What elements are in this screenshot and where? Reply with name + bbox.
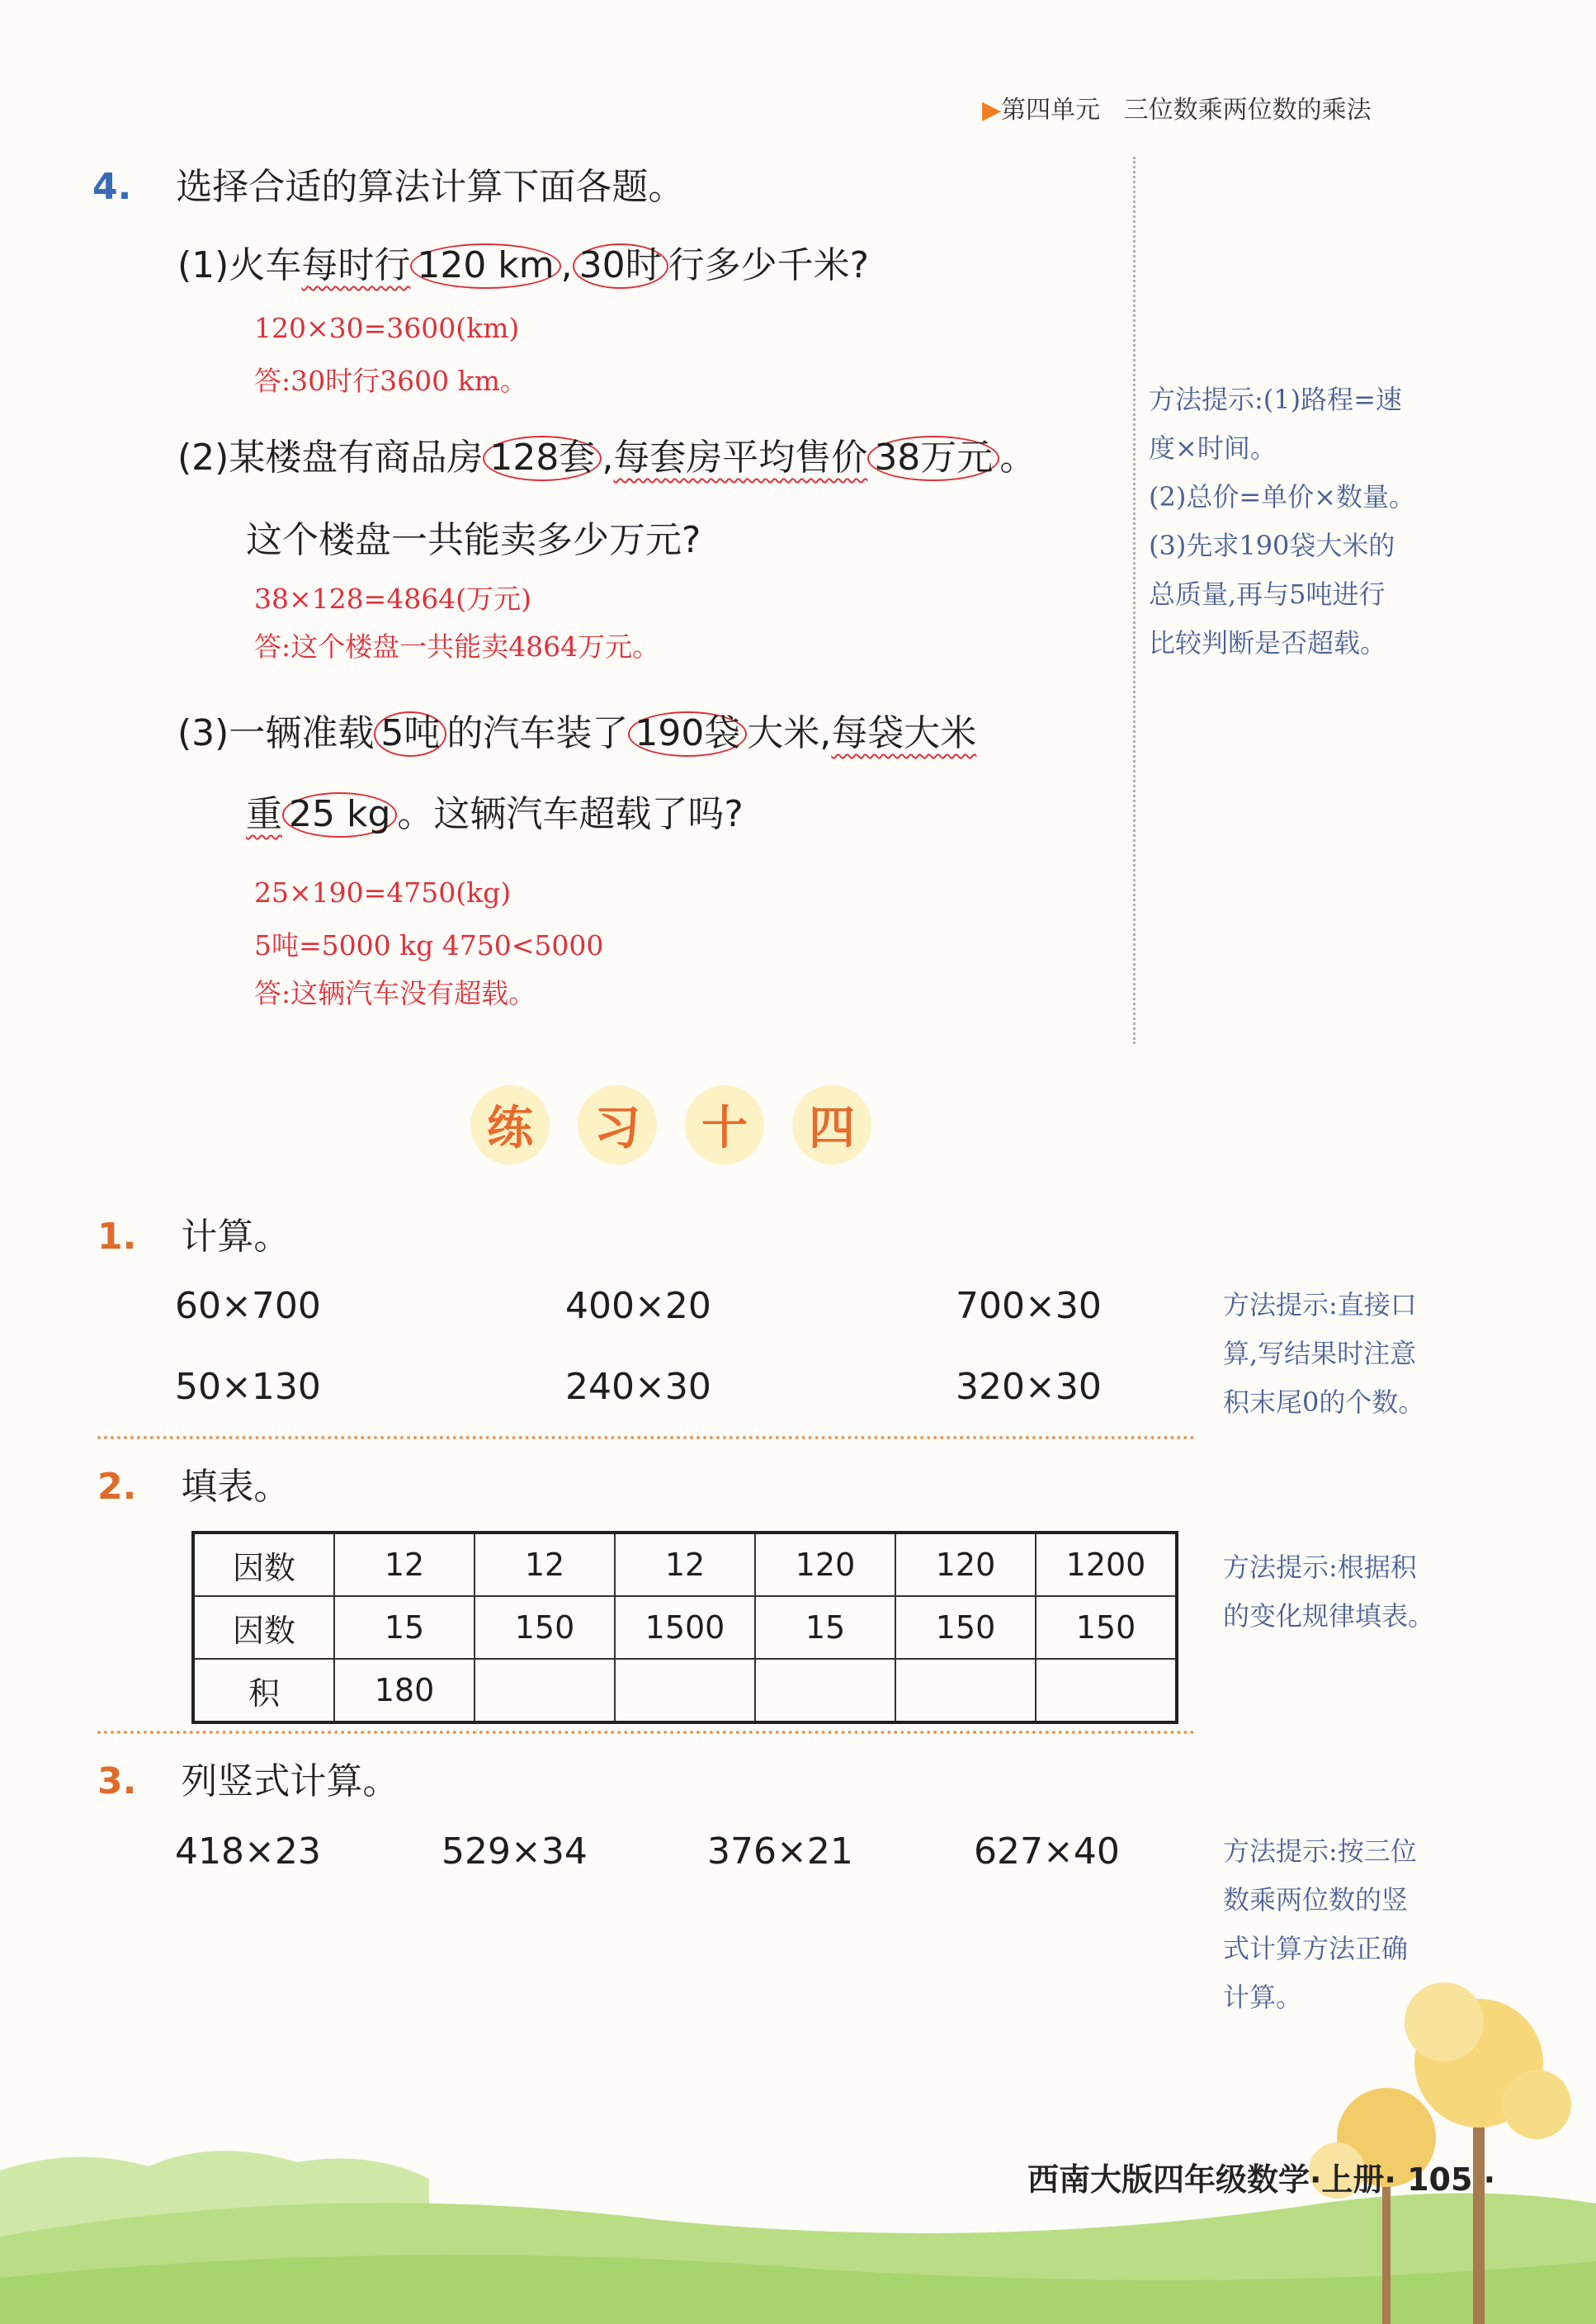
q4-part3-text2: 的汽车装了 (446, 712, 629, 754)
q4-title: 选择合适的算法计算下面各题。 (176, 166, 685, 208)
e2-title: 填表。 (181, 1466, 290, 1508)
e3-heading (97, 1751, 399, 1804)
tip-line: 方法提示:(1)路程=速 (1149, 384, 1402, 415)
e3-title: 列竖式计算。 (181, 1760, 399, 1802)
q4-part2-circled-price: 38万元 (867, 436, 999, 481)
q4-part1-comma: , (560, 244, 573, 286)
e1-title: 计算。 (181, 1216, 290, 1258)
q4-part1-question: 行多少千米? (668, 244, 869, 286)
e2-heading (97, 1457, 290, 1509)
title-char: 四 (792, 1085, 871, 1164)
tip-line: 积末尾0的个数。 (1223, 1386, 1425, 1418)
q4-part3-answer-line1: 25×190=4750(kg) (254, 876, 512, 909)
tip-line: 数乘两位数的竖 (1223, 1884, 1409, 1915)
e1-item: 700×30 (956, 1285, 1102, 1327)
table-cell-blank[interactable] (895, 1659, 1036, 1722)
table-row (193, 1533, 1177, 1596)
title-char: 练 (470, 1085, 550, 1164)
tip-line: 比较判断是否超载。 (1149, 627, 1387, 659)
q4-part3-keyword2: 重 (246, 793, 282, 835)
q4-number: 4. (92, 166, 132, 208)
q4-part3 (177, 703, 976, 757)
q4-part1-answer-line2: 答:30时行3600 km。 (254, 365, 527, 397)
title-char: 十 (685, 1085, 764, 1164)
title-char: 习 (578, 1085, 657, 1164)
e1-number: 1. (97, 1216, 137, 1258)
unit-topic: 三位数乘两位数的乘法 (1123, 96, 1372, 125)
table-cell: 120 (895, 1533, 1036, 1596)
tip-line: 总质量,再与5吨进行 (1149, 579, 1386, 610)
running-header (982, 89, 1372, 125)
e1-item: 240×30 (565, 1366, 711, 1408)
q4-part1-answer-line1: 120×30=3600(km) (254, 312, 520, 344)
tip-line: (2)总价=单价×数量。 (1149, 481, 1415, 513)
table-cell: 150 (475, 1596, 615, 1659)
tip-line: 方法提示:根据积 (1223, 1552, 1417, 1583)
table-cell: 12 (615, 1533, 755, 1596)
e1-heading (97, 1207, 290, 1259)
tip-line: 算,写结果时注意 (1223, 1338, 1417, 1369)
tip-line: 的变化规律填表。 (1223, 1600, 1435, 1632)
q4-part1-circled-time: 30时 (573, 243, 668, 289)
q4-part1-keyword: 每时行 (301, 244, 411, 286)
q4-part3-answer-line3: 答:这辆汽车没有超载。 (254, 977, 536, 1009)
table-cell: 150 (895, 1596, 1036, 1659)
table-cell: 15 (334, 1596, 475, 1659)
triangle-marker-icon: ▶ (982, 96, 1002, 125)
table-cell-blank[interactable] (475, 1659, 615, 1722)
q4-method-tip (1149, 376, 1495, 668)
row-header: 因数 (193, 1533, 334, 1596)
table-cell: 150 (1036, 1596, 1177, 1659)
q4-part2-question: 这个楼盘一共能卖多少万元? (246, 519, 701, 561)
row-header: 因数 (193, 1596, 334, 1659)
q4-part2-comma: , (602, 437, 614, 479)
tip-line: 方法提示:按三位 (1223, 1835, 1417, 1867)
footer-dot: · (1483, 2161, 1496, 2198)
q4-part1-label: (1) (177, 244, 229, 286)
q4-part2-keyword: 每套房平均售价 (613, 437, 868, 479)
q4-part2 (177, 427, 1036, 481)
e1-item: 50×130 (175, 1366, 321, 1408)
table-cell-blank[interactable] (615, 1659, 755, 1722)
e1-item: 400×20 (565, 1285, 711, 1327)
tip-line: 式计算方法正确 (1223, 1933, 1409, 1964)
book-title: 西南大版四年级数学·上册· (1027, 2161, 1396, 2198)
e1-method-tip (1223, 1281, 1495, 1427)
q4-part3-question: 。这辆汽车超载了吗? (397, 793, 744, 835)
e2-number: 2. (97, 1466, 137, 1508)
e3-item: 529×34 (441, 1830, 588, 1873)
e3-item: 418×23 (175, 1830, 321, 1873)
table-cell: 1200 (1036, 1533, 1177, 1596)
dotted-separator (97, 1436, 1195, 1439)
q4-part3-circled-bags: 190袋 (628, 711, 747, 757)
q4-part3-answer-line2: 5吨=5000 kg 4750<5000 (254, 929, 604, 961)
q4-part3-keyword: 每袋大米 (831, 712, 977, 754)
tip-line: 方法提示:直接口 (1223, 1289, 1417, 1320)
e3-item: 627×40 (974, 1830, 1120, 1873)
dotted-separator (97, 1731, 1195, 1734)
q4-heading (92, 157, 684, 210)
e2-factor-table (191, 1531, 1178, 1724)
table-row (193, 1659, 1177, 1722)
q4-part1-circled-speed: 120 km (410, 243, 560, 289)
e3-item: 376×21 (707, 1830, 853, 1873)
tip-line: 计算。 (1223, 1982, 1303, 2013)
e1-item: 60×700 (175, 1285, 321, 1327)
table-cell-blank[interactable] (1036, 1659, 1177, 1722)
table-cell: 12 (334, 1533, 475, 1596)
table-cell: 120 (755, 1533, 895, 1596)
q4-part2-text: 某楼盘有商品房 (229, 437, 484, 479)
e3-number: 3. (97, 1760, 137, 1802)
table-cell: 1500 (615, 1596, 755, 1659)
table-cell: 12 (475, 1533, 615, 1596)
q4-part2-label: (2) (177, 437, 229, 479)
q4-part2-answer-line2: 答:这个楼盘一共能卖4864万元。 (254, 631, 660, 663)
table-cell: 15 (755, 1596, 895, 1659)
q4-part3-circled-limit: 5吨 (374, 711, 446, 757)
q4-part2-answer-line1: 38×128=4864(万元) (254, 583, 532, 615)
table-cell: 180 (334, 1659, 475, 1722)
tree-illustration (1296, 1964, 1576, 2324)
q4-part1 (177, 235, 869, 289)
tip-line: 度×时间。 (1149, 432, 1277, 464)
q4-part1-text: 火车 (229, 244, 302, 286)
e1-item: 320×30 (956, 1366, 1102, 1408)
page-number: 105 (1407, 2161, 1473, 2198)
q4-part3-text1: 一辆准载 (229, 712, 375, 754)
q4-part2-circled-count: 128套 (483, 436, 602, 481)
table-row (193, 1596, 1177, 1659)
q4-part2-period: 。 (999, 437, 1036, 479)
exercise-title (470, 1085, 871, 1164)
q4-part3-circled-weight: 25 kg (282, 792, 397, 838)
q4-part3-text3: 大米, (747, 712, 832, 754)
unit-label: 第四单元 (1001, 96, 1101, 125)
q4-part3-label: (3) (177, 712, 229, 754)
e2-method-tip (1223, 1543, 1495, 1641)
table-cell-blank[interactable] (755, 1659, 895, 1722)
tip-column-divider (1133, 157, 1136, 1044)
row-header: 积 (193, 1659, 334, 1722)
page-footer (1027, 2154, 1495, 2199)
q4-part3-line2 (246, 784, 744, 838)
tip-line: (3)先求190袋大米的 (1149, 530, 1395, 561)
